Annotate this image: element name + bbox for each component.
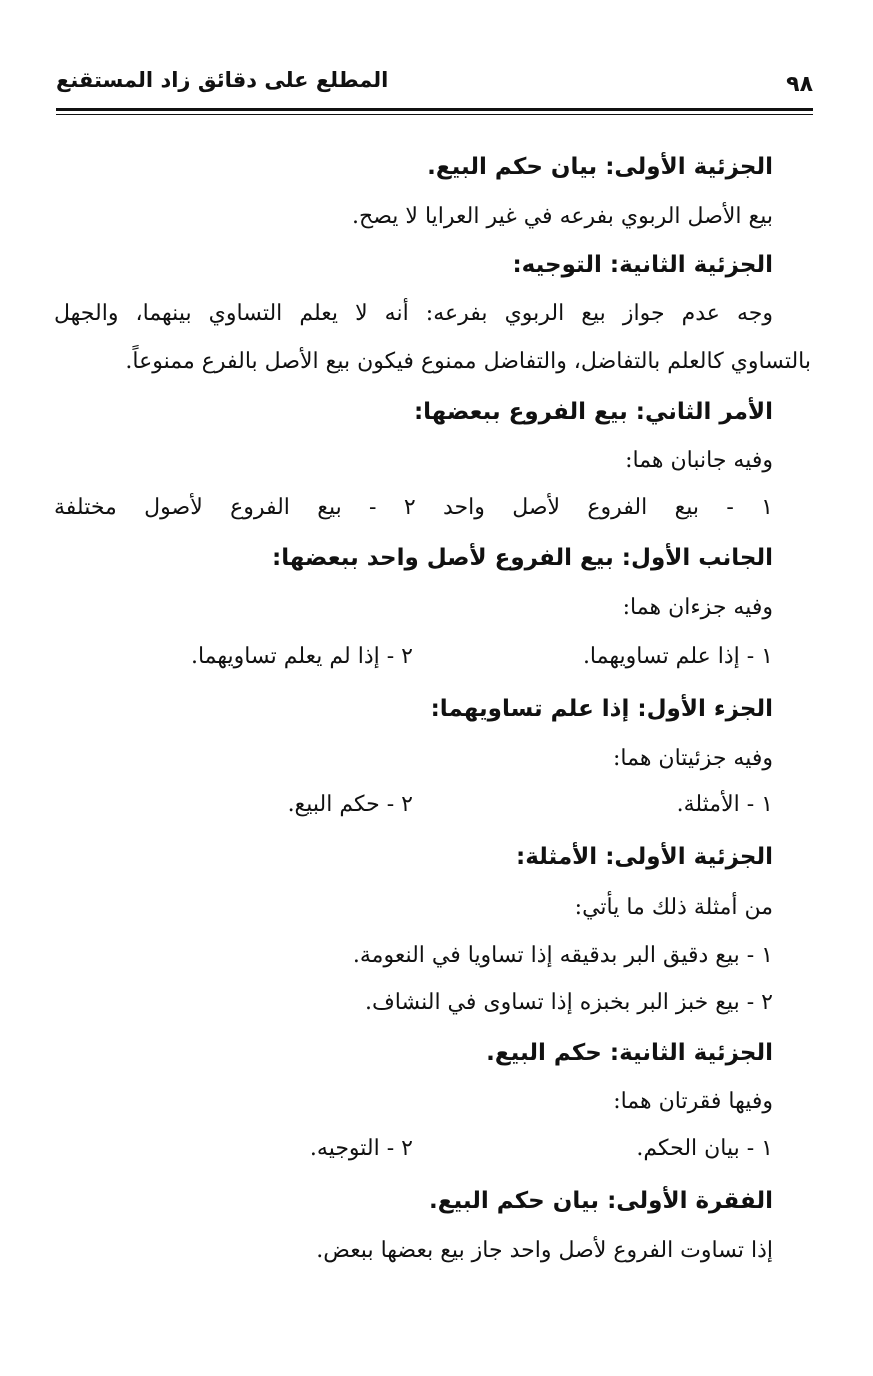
heading-examples: الجزئية الأولى: الأمثلة:: [516, 844, 773, 870]
list-item: ١ - الأمثلة.: [676, 792, 773, 817]
two-column-list: [54, 640, 773, 674]
heading-second-matter: الأمر الثاني: بيع الفروع ببعضها:: [413, 399, 773, 425]
paragraph-line: بالتساوي كالعلم بالتفاضل، والتفاضل ممنوع فيكون بيع الأصل بالفرع ممنوعاً.: [125, 349, 811, 374]
paragraph-line: إذا تساوت الفروع لأصل واحد جاز بيع بعضها ببعض.: [316, 1238, 773, 1263]
two-column-list: [54, 1132, 773, 1166]
list-item: ٢ - إذا لم يعلم تساويهما.: [190, 644, 413, 669]
list-item: ٢ - بيع خبز البر بخبزه إذا تساوى في النشاف.: [364, 990, 773, 1015]
heading-first-side: الجانب الأول: بيع الفروع لأصل واحد ببعضها:: [272, 545, 773, 571]
header-rule-thick: [56, 108, 813, 111]
book-title: المطلع على دقائق زاد المستقنع: [56, 68, 389, 92]
paragraph-line: وفيه جزءان هما:: [622, 595, 773, 620]
heading-first-paragraph: الفقرة الأولى: بيان حكم البيع.: [429, 1188, 773, 1214]
paragraph-line: وفيه جانبان هما:: [625, 448, 773, 473]
paragraph-line: بيع الأصل الربوي بفرعه في غير العرايا لا يصح.: [352, 204, 773, 229]
list-item: ٢ - حكم البيع.: [287, 792, 413, 817]
paragraph-line: وفيه جزئيتان هما:: [613, 746, 773, 771]
list-line: ١ - بيع الفروع لأصل واحد ٢ - بيع الفروع لأصول مختلفة: [54, 495, 773, 520]
paragraph-line: وجه عدم جواز بيع الربوي بفرعه: أنه لا يعلم التساوي بينهما، والجهل: [54, 301, 773, 326]
paragraph-line: وفيها فقرتان هما:: [613, 1089, 773, 1114]
heading-first-part: الجزء الأول: إذا علم تساويهما:: [430, 696, 773, 722]
list-item: ٢ - التوجيه.: [309, 1136, 413, 1161]
page-number: ٩٨: [786, 72, 813, 97]
running-header: [56, 62, 813, 102]
list-item: ١ - بيع دقيق البر بدقيقه إذا تساويا في النعومة.: [352, 943, 773, 968]
heading-justification: الجزئية الثانية: التوجيه:: [512, 252, 773, 278]
heading-ruling: الجزئية الأولى: بيان حكم البيع.: [427, 154, 773, 180]
list-item: ١ - بيان الحكم.: [636, 1136, 773, 1161]
header-rule-thin: [56, 114, 813, 115]
paragraph-line: من أمثلة ذلك ما يأتي:: [574, 895, 773, 920]
two-column-list: [54, 788, 773, 822]
list-item: ١ - إذا علم تساويهما.: [582, 644, 773, 669]
heading-sale-ruling: الجزئية الثانية: حكم البيع.: [486, 1040, 773, 1066]
